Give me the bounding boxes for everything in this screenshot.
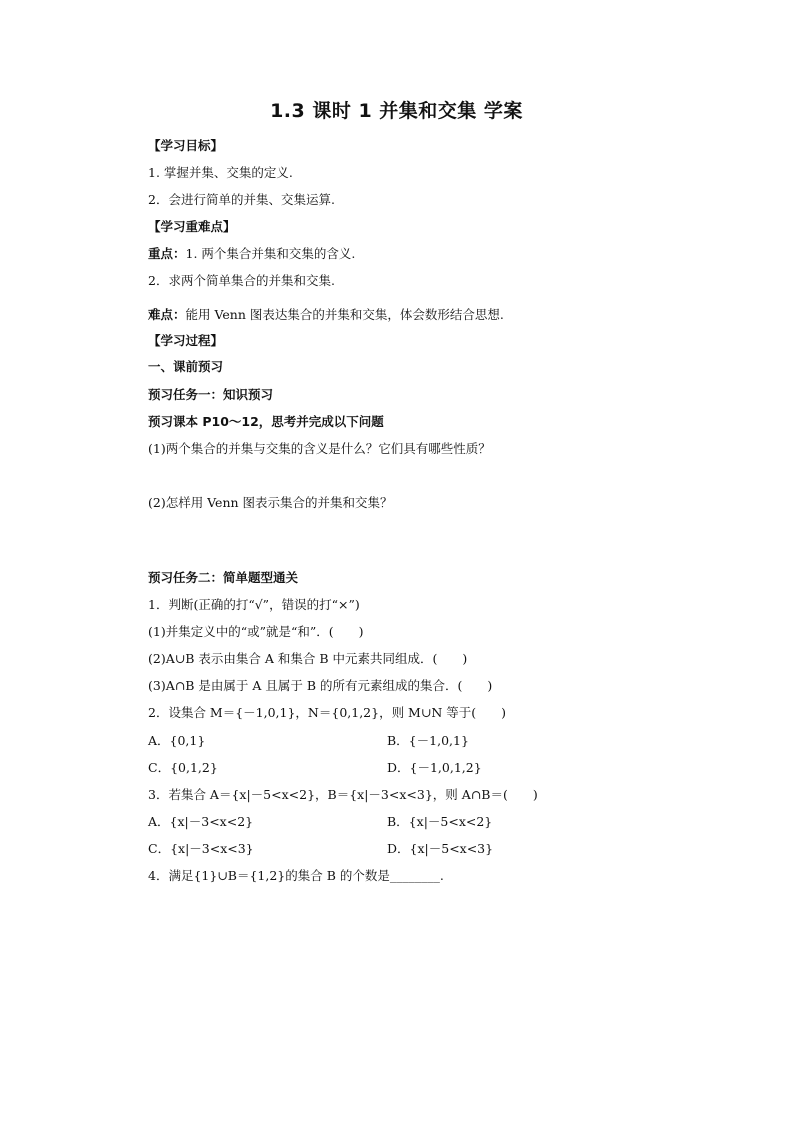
question-2: (2)怎样用 Venn 图表示集合的并集和交集？ [148, 495, 393, 510]
problem-3: 3．若集合 A＝{x|－5<x<2}，B＝{x|－3<x<3}，则 A∩B＝( ) [148, 787, 538, 802]
key-point-1 [148, 246, 355, 262]
problem-2-option-a: A．{0,1} [148, 733, 206, 748]
question-1: (1)两个集合的并集与交集的含义是什么？它们具有哪些性质？ [148, 441, 491, 456]
key-point-1-text: 1. 两个集合并集和交集的含义. [185, 246, 356, 261]
problem-1b: (2)A∪B 表示由集合 A 和集合 B 中元素共同组成．( ) [148, 651, 468, 666]
problem-1a: (1)并集定义中的“或”就是“和”．( ) [148, 624, 364, 639]
problem-4: 4．满足{1}∪B＝{1,2}的集合 B 的个数是________. [148, 868, 444, 883]
problem-3-option-a: A．{x|－3<x<2} [148, 814, 254, 829]
problem-3-option-d: D．{x|－5<x<3} [387, 841, 494, 856]
key-label: 重点： [148, 246, 186, 261]
task-1-heading: 预习任务一：知识预习 [148, 387, 274, 402]
goals-heading: 【学习目标】 [148, 138, 224, 153]
problem-2: 2．设集合 M＝{－1,0,1}，N＝{0,1,2}，则 M∪N 等于( ) [148, 705, 506, 720]
problem-3-option-b: B．{x|－5<x<2} [387, 814, 493, 829]
problem-1: 1．判断(正确的打“√”，错误的打“×”) [148, 597, 360, 612]
problem-1c: (3)A∩B 是由属于 A 且属于 B 的所有元素组成的集合．( ) [148, 678, 493, 693]
keypoints-heading: 【学习重难点】 [148, 219, 236, 234]
problem-2-option-d: D．{－1,0,1,2} [387, 760, 482, 775]
problem-2-option-c: C．{0,1,2} [148, 760, 218, 775]
task-2-heading: 预习任务二：简单题型通关 [148, 570, 299, 585]
page-title: 1.3 课时 1 并集和交集 学案 [270, 100, 523, 122]
goal-2: 2．会进行简单的并集、交集运算. [148, 192, 335, 207]
key-point-2: 2．求两个简单集合的并集和交集. [148, 273, 335, 288]
difficulty-point [148, 307, 504, 323]
problem-3-option-c: C．{x|－3<x<3} [148, 841, 254, 856]
part-1-heading: 一、课前预习 [148, 359, 224, 374]
problem-2-option-b: B．{－1,0,1} [387, 733, 469, 748]
process-heading: 【学习过程】 [148, 333, 224, 348]
goal-1: 1. 掌握并集、交集的定义. [148, 165, 293, 180]
difficulty-text: 能用 Venn 图表达集合的并集和交集，体会数形结合思想. [185, 307, 504, 322]
task-1-subheading: 预习课本 P10～12，思考并完成以下问题 [148, 414, 384, 429]
hard-label: 难点： [148, 307, 186, 322]
